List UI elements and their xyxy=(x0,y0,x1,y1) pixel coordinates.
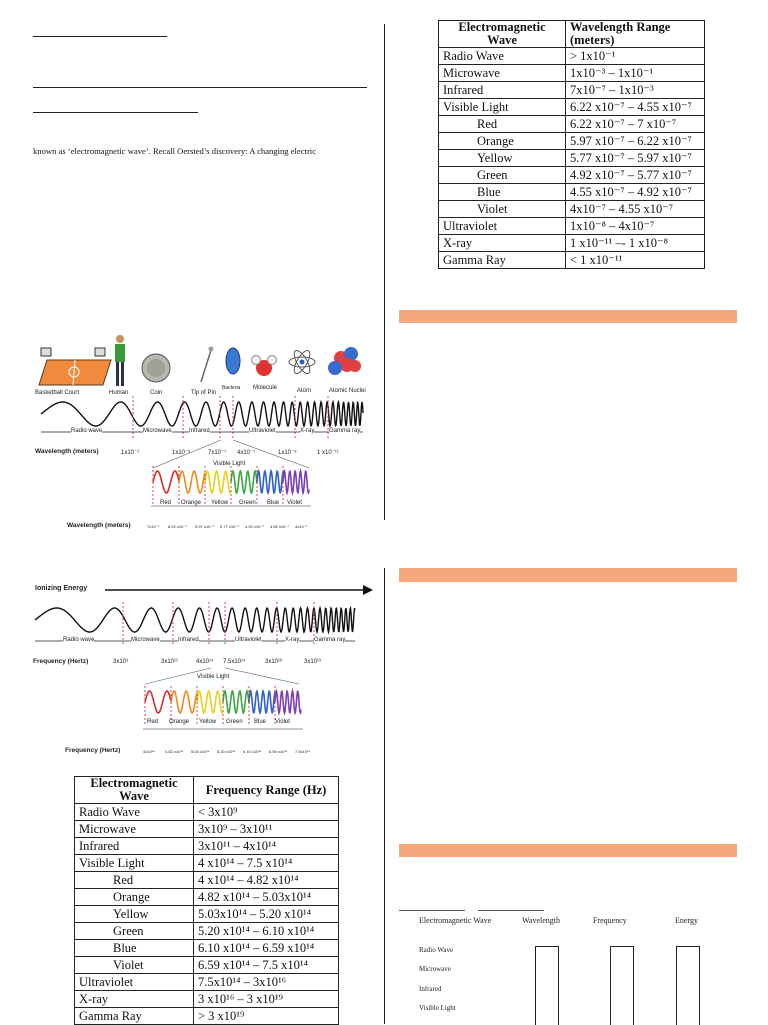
visible-tick-label: 6.59 x10¹⁴ xyxy=(269,749,288,754)
wave-name-cell: Microwave xyxy=(75,821,194,838)
range-cell: 3 x10¹⁶ – 3 x10¹⁹ xyxy=(194,991,339,1008)
tick-label: 7.5x10¹⁴ xyxy=(223,659,246,665)
table-row xyxy=(439,252,705,269)
coin-icon xyxy=(142,354,170,382)
spectrum-header: Electromagnetic Wave xyxy=(419,916,492,925)
color-label: Yellow xyxy=(211,500,229,506)
object-label: Bacteria xyxy=(222,385,241,391)
table-row xyxy=(75,991,339,1008)
tick-label: 1x10⁻³ xyxy=(172,450,191,456)
color-label: Green xyxy=(239,500,256,506)
wavelength-arrow-box xyxy=(535,946,559,1025)
band-label: X-ray xyxy=(285,637,300,643)
human-icon xyxy=(115,335,125,386)
molecule-icon xyxy=(252,356,277,377)
visible-color-wave xyxy=(145,691,171,713)
object-label: Molecule xyxy=(253,385,278,391)
wave-name-cell: Orange xyxy=(439,133,566,150)
spectrum-row-label: Visible Light xyxy=(419,1004,456,1012)
table-row xyxy=(439,201,705,218)
band-label: Radio wave xyxy=(71,428,103,434)
band-label: X-ray xyxy=(300,428,315,434)
table-row xyxy=(439,65,705,82)
table-row xyxy=(75,821,339,838)
wave-name-cell: Blue xyxy=(75,940,194,957)
tick-label: 1x10⁻⁸ xyxy=(278,450,297,456)
wave-name-cell: Radio Wave xyxy=(75,804,194,821)
band-label: Microwave xyxy=(143,428,172,434)
color-label: Orange xyxy=(181,500,202,506)
frequency-arrow-box xyxy=(610,946,634,1025)
wave-name-cell: Ultraviolet xyxy=(439,218,566,235)
range-cell: 3x10¹¹ – 4x10¹⁴ xyxy=(194,838,339,855)
range-cell: 6.22 x10⁻⁷ – 4.55 x10⁻⁷ xyxy=(566,99,705,116)
column-divider-bottom xyxy=(384,568,385,1024)
frequency-spectrum-diagram xyxy=(33,578,373,763)
table-row xyxy=(75,940,339,957)
visible-color-wave xyxy=(283,471,309,493)
chart-rule-1 xyxy=(399,910,465,911)
visible-color-wave xyxy=(171,691,197,713)
table-row xyxy=(439,150,705,167)
table-row xyxy=(439,99,705,116)
wave-name-cell: X-ray xyxy=(75,991,194,1008)
wave-name-cell: Radio Wave xyxy=(439,48,566,65)
range-cell: 4 x10¹⁴ – 4.82 x10¹⁴ xyxy=(194,872,339,889)
range-cell: 3x10⁹ – 3x10¹¹ xyxy=(194,821,339,838)
visible-color-wave xyxy=(205,471,231,493)
table-row xyxy=(75,923,339,940)
wave-name-cell: Violet xyxy=(75,957,194,974)
visible-color-wave xyxy=(223,691,249,713)
visible-tick-label: 6.10 x10¹⁴ xyxy=(243,749,262,754)
accent-bar-2 xyxy=(399,568,737,582)
wave-name-cell: Red xyxy=(75,872,194,889)
energy-arrow-box xyxy=(676,946,700,1025)
table-row xyxy=(439,82,705,99)
color-label: Violet xyxy=(275,719,290,725)
atomic-nuclei-icon xyxy=(328,347,361,375)
color-label: Violet xyxy=(287,500,302,506)
spectrum-header: Energy xyxy=(675,916,698,925)
visible-tick-label: 5.97 x10⁻⁷ xyxy=(195,524,214,529)
table-header: Frequency Range (Hz) xyxy=(194,777,339,804)
table-header: Electromagnetic Wave xyxy=(75,777,194,804)
frequency-diagram-graphics xyxy=(33,578,373,763)
tick-label: 7x10⁻⁷ xyxy=(208,450,227,456)
tick-label: 4x10⁻⁷ xyxy=(237,450,256,456)
wave-name-cell: Yellow xyxy=(439,150,566,167)
visible-color-wave xyxy=(231,471,257,493)
wave-name-cell: Visible Light xyxy=(439,99,566,116)
visible-light-title: Visible Light xyxy=(213,461,246,467)
tick-label: 4x10¹⁴ xyxy=(196,659,214,665)
color-label: Yellow xyxy=(199,719,217,725)
color-label: Blue xyxy=(254,719,267,725)
table-row xyxy=(75,889,339,906)
visible-tick-label: 5.20 x10¹⁴ xyxy=(217,749,236,754)
table-row xyxy=(75,974,339,991)
range-cell: 5.77 x10⁻⁷ – 5.97 x10⁻⁷ xyxy=(566,150,705,167)
pin-icon xyxy=(201,347,214,383)
band-label: Gamma ray xyxy=(314,637,346,643)
wave-name-cell: Ultraviolet xyxy=(75,974,194,991)
frequency-axis-label: Frequency (Hertz) xyxy=(33,658,89,665)
table-row xyxy=(75,838,339,855)
visible-tick-label: 7.5x10¹⁴ xyxy=(295,749,311,754)
range-cell: > 3 x10¹⁹ xyxy=(194,1008,339,1025)
tick-label: 3x10¹⁶ xyxy=(265,659,283,665)
visible-tick-label: 5.03 x10¹⁴ xyxy=(191,749,210,754)
range-cell: > 1x10⁻¹ xyxy=(566,48,705,65)
range-cell: 6.59 x10¹⁴ – 7.5 x10¹⁴ xyxy=(194,957,339,974)
table-header: Electromagnetic Wave xyxy=(439,21,566,48)
header-rule-2 xyxy=(33,87,367,88)
table-row xyxy=(439,133,705,150)
frequency-axis-label-2: Frequency (Hertz) xyxy=(65,747,121,754)
wave-name-cell: Microwave xyxy=(439,65,566,82)
wave-name-cell: Red xyxy=(439,116,566,133)
wave-name-cell: Infrared xyxy=(75,838,194,855)
object-label: Atom xyxy=(297,388,312,394)
table-row xyxy=(75,1008,339,1025)
wave-name-cell: Blue xyxy=(439,184,566,201)
table-row xyxy=(75,957,339,974)
range-cell: < 3x10⁹ xyxy=(194,804,339,821)
basketball-court-icon xyxy=(39,348,111,385)
wavelength-axis-label: Wavelength (meters) xyxy=(35,448,99,455)
visible-color-wave xyxy=(197,691,223,713)
visible-tick-label: 6.22 x10⁻⁷ xyxy=(168,524,187,529)
range-cell: 1 x10⁻¹¹ –- 1 x10⁻⁸ xyxy=(566,235,705,252)
visible-tick-label: 4x10¹⁴ xyxy=(143,749,155,754)
wave-name-cell: Green xyxy=(75,923,194,940)
tick-label: 1x10⁻¹ xyxy=(121,450,140,456)
range-cell: 6.10 x10¹⁴ – 6.59 x10¹⁴ xyxy=(194,940,339,957)
visible-color-wave xyxy=(275,691,301,713)
band-label: Radio wave xyxy=(63,637,95,643)
tick-label: 1 x10⁻¹¹ xyxy=(317,450,339,456)
object-label: Tip of Pin xyxy=(191,390,217,396)
wave-name-cell: Violet xyxy=(439,201,566,218)
wave-name-cell: Infrared xyxy=(439,82,566,99)
ionizing-energy-label: Ionizing Energy xyxy=(35,585,88,592)
table-row xyxy=(75,872,339,889)
visible-tick-label: 4.55 x10⁻⁷ xyxy=(270,524,289,529)
spectrum-header: Frequency xyxy=(593,916,627,925)
band-label: Ultraviolet xyxy=(235,637,262,643)
band-label: Ultraviolet xyxy=(249,428,276,434)
table-row xyxy=(439,184,705,201)
range-cell: 5.20 x10¹⁴ – 6.10 x10¹⁴ xyxy=(194,923,339,940)
visible-tick-label: 4x10⁻⁷ xyxy=(295,524,308,529)
spectrum-row-label: Microwave xyxy=(419,965,451,973)
band-label: Gamma ray xyxy=(329,428,361,434)
range-cell: 1x10⁻⁸ – 4x10⁻⁷ xyxy=(566,218,705,235)
table-row xyxy=(75,855,339,872)
visible-tick-label: 4.82 x10¹⁴ xyxy=(165,749,184,754)
frequency-range-table xyxy=(74,776,339,1025)
range-cell: 5.97 x10⁻⁷ – 6.22 x10⁻⁷ xyxy=(566,133,705,150)
atom-icon xyxy=(289,348,315,376)
visible-tick-label: 5.77 x10⁻⁷ xyxy=(220,524,239,529)
range-cell: 4 x10¹⁴ – 7.5 x10¹⁴ xyxy=(194,855,339,872)
visible-light-title: Visible Light xyxy=(197,674,230,680)
wavelength-spectrum-diagram xyxy=(33,330,373,535)
wave-name-cell: Yellow xyxy=(75,906,194,923)
object-label: Coin xyxy=(150,390,163,396)
spectrum-row-label: Infrared xyxy=(419,985,442,993)
range-cell: 7x10⁻⁷ – 1x10⁻³ xyxy=(566,82,705,99)
table-row xyxy=(75,906,339,923)
range-cell: 5.03x10¹⁴ – 5.20 x10¹⁴ xyxy=(194,906,339,923)
color-label: Red xyxy=(160,500,172,506)
visible-tick-label: 4.92 x10⁻⁷ xyxy=(245,524,264,529)
wave-name-cell: Green xyxy=(439,167,566,184)
range-cell: 4x10⁻⁷ – 4.55 x10⁻⁷ xyxy=(566,201,705,218)
table-row xyxy=(439,235,705,252)
tick-label: 3x10¹⁹ xyxy=(304,659,322,665)
table-row xyxy=(439,167,705,184)
range-cell: 4.55 x10⁻⁷ – 4.92 x10⁻⁷ xyxy=(566,184,705,201)
table-row xyxy=(75,804,339,821)
spectrum-header: Wavelength xyxy=(522,916,561,925)
band-label: Microwave xyxy=(131,637,160,643)
table-row xyxy=(439,116,705,133)
range-cell: < 1 x10⁻¹¹ xyxy=(566,252,705,269)
wavelength-axis-label-2: Wavelength (meters) xyxy=(67,522,131,529)
chart-rule-2 xyxy=(478,910,544,911)
band-label: Infrared xyxy=(189,428,210,434)
visible-color-wave xyxy=(257,471,283,493)
visible-color-wave xyxy=(249,691,275,713)
table-row xyxy=(439,218,705,235)
wave-name-cell: Gamma Ray xyxy=(439,252,566,269)
wave-name-cell: Gamma Ray xyxy=(75,1008,194,1025)
tick-label: 3x10¹¹ xyxy=(161,659,179,665)
accent-bar-3 xyxy=(399,844,737,857)
wavelength-range-table xyxy=(438,20,705,269)
header-rule-1 xyxy=(33,36,167,37)
object-label: Human xyxy=(109,390,129,396)
object-label: Atomic Nuclei xyxy=(329,388,366,394)
table-header: Wavelength Range (meters) xyxy=(566,21,705,48)
range-cell: 7.5x10¹⁴ – 3x10¹⁶ xyxy=(194,974,339,991)
intro-paragraph: known as ‘electromagnetic wave’. Recall Oersted’s discovery: A changing electric xyxy=(33,146,317,156)
object-label: Basketball Court xyxy=(35,390,80,396)
visible-color-wave xyxy=(153,471,179,493)
visible-color-wave xyxy=(179,471,205,493)
table-row xyxy=(439,48,705,65)
wave-name-cell: X-ray xyxy=(439,235,566,252)
header-rule-3 xyxy=(33,112,198,113)
accent-bar-1 xyxy=(399,310,737,323)
color-label: Orange xyxy=(169,719,190,725)
range-cell: 6.22 x10⁻⁷ – 7 x10⁻⁷ xyxy=(566,116,705,133)
wave-name-cell: Visible Light xyxy=(75,855,194,872)
spectrum-row-label: Radio Wave xyxy=(419,946,454,954)
range-cell: 4.82 x10¹⁴ – 5.03x10¹⁴ xyxy=(194,889,339,906)
bacteria-icon xyxy=(226,348,240,374)
range-cell: 4.92 x10⁻⁷ – 5.77 x10⁻⁷ xyxy=(566,167,705,184)
tick-label: 3x10⁹ xyxy=(113,659,129,665)
visible-tick-label: 7x10⁻⁷ xyxy=(147,524,160,529)
range-cell: 1x10⁻³ – 1x10⁻¹ xyxy=(566,65,705,82)
color-label: Blue xyxy=(267,500,280,506)
wave-name-cell: Orange xyxy=(75,889,194,906)
color-label: Red xyxy=(147,719,159,725)
color-label: Green xyxy=(226,719,243,725)
band-label: Infrared xyxy=(178,637,199,643)
column-divider-top xyxy=(384,24,385,520)
